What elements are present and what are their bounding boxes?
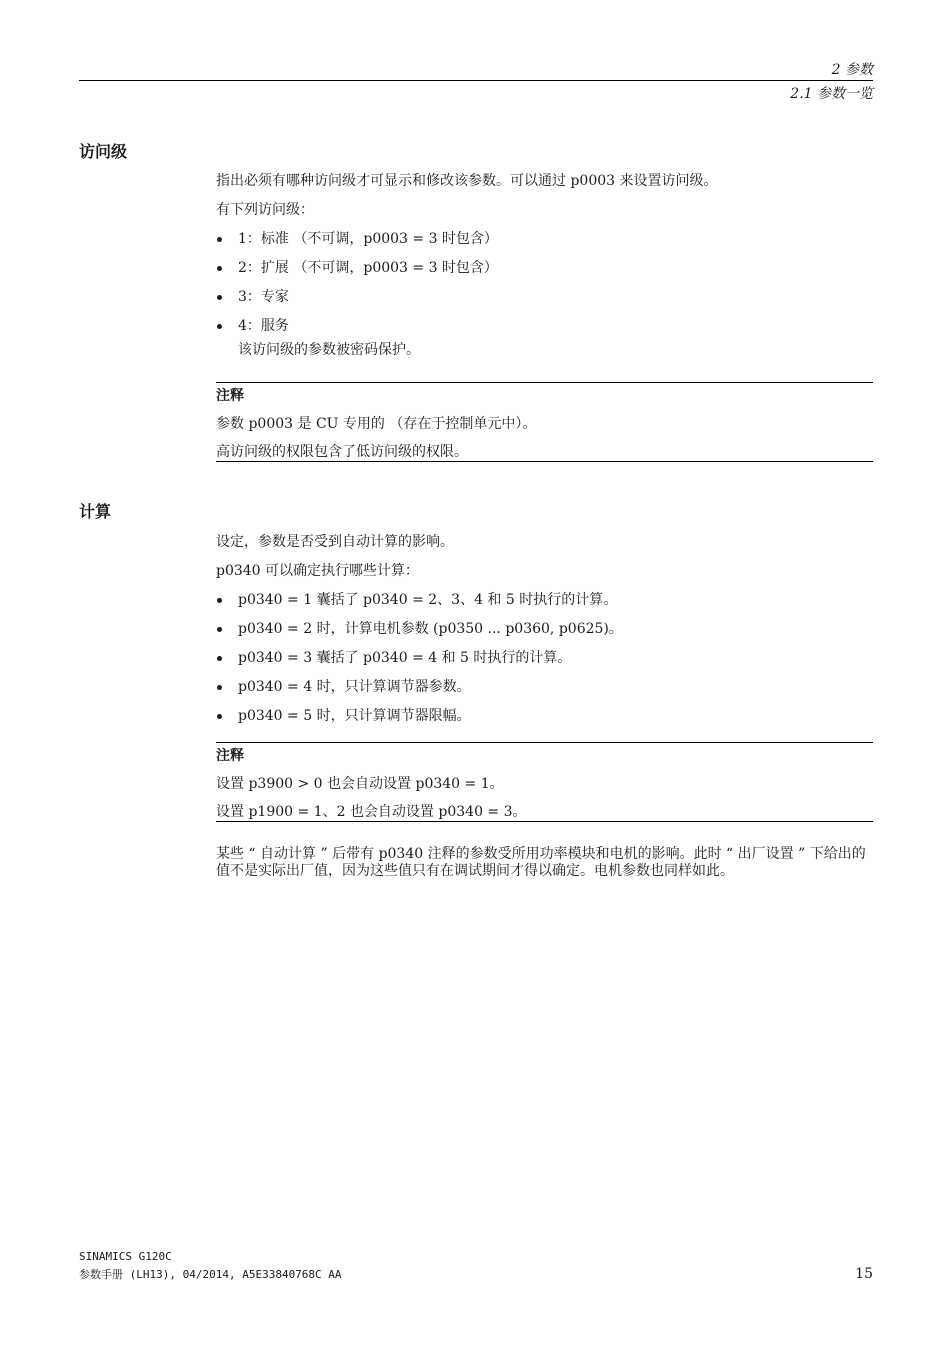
access-level-heading: 访问级: [79, 142, 128, 161]
list-item: p0340 = 3 囊括了 p0340 = 4 和 5 时执行的计算。: [216, 649, 873, 667]
footer-product-name: SINAMICS G120C: [79, 1250, 172, 1263]
page-number: 15: [855, 1266, 873, 1282]
list-item: p0340 = 1 囊括了 p0340 = 2、3、4 和 5 时执行的计算。: [216, 591, 873, 609]
note-title: 注释: [216, 748, 244, 764]
note-line: 参数 p0003 是 CU 专用的 （存在于控制单元中）。: [216, 416, 537, 432]
list-item: 3：专家: [216, 288, 873, 306]
list-item: p0340 = 5 时，只计算调节器限幅。: [216, 707, 873, 725]
list-item: 4：服务: [216, 317, 873, 335]
list-item: 1：标准 （不可调，p0003 = 3 时包含）: [216, 230, 873, 248]
calculation-body: [216, 533, 873, 736]
calculation-heading: 计算: [79, 502, 112, 521]
service-level-note: 该访问级的参数被密码保护。: [238, 342, 420, 358]
running-header-chapter: 2 参数: [831, 62, 873, 78]
note-line: 高访问级的权限包含了低访问级的权限。: [216, 444, 468, 460]
note-line: 设置 p3900 > 0 也会自动设置 p0340 = 1。: [216, 776, 504, 792]
list-item: p0340 = 2 时，计算电机参数 (p0350 ... p0360, p0625)。: [216, 620, 873, 638]
calculation-note-box: [216, 742, 873, 822]
note-title: 注释: [216, 388, 244, 404]
access-level-intro: 指出必须有哪种访问级才可显示和修改该参数。可以通过 p0003 来设置访问级。: [216, 173, 718, 189]
access-level-body: [216, 172, 873, 370]
calculation-closing: [216, 846, 873, 880]
calculation-intro: 设定，参数是否受到自动计算的影响。: [216, 534, 454, 550]
header-divider: [79, 80, 873, 81]
list-item: 2：扩展 （不可调，p0003 = 3 时包含）: [216, 259, 873, 277]
access-level-list-intro: 有下列访问级：: [216, 202, 314, 218]
access-level-list: [216, 230, 873, 335]
note-line: 设置 p1900 = 1、2 也会自动设置 p0340 = 3。: [216, 804, 527, 820]
footer-manual-info: 参数手册 (LH13), 04/2014, A5E33840768C AA: [79, 1268, 342, 1281]
closing-paragraph: 某些 “ 自动计算 ” 后带有 p0340 注释的参数受所用功率模块和电机的影响。此时 “ 出厂设置 ” 下给出的值不是实际出厂值，因为这些值只有在调试期间才得以确定。电机参数也同样如此。: [216, 846, 866, 879]
list-item: p0340 = 4 时，只计算调节器参数。: [216, 678, 873, 696]
calculation-list: [216, 591, 873, 725]
calculation-list-intro: p0340 可以确定执行哪些计算：: [216, 563, 420, 579]
access-level-note-box: [216, 382, 873, 462]
running-header-section: 2.1 参数一览: [790, 86, 873, 102]
